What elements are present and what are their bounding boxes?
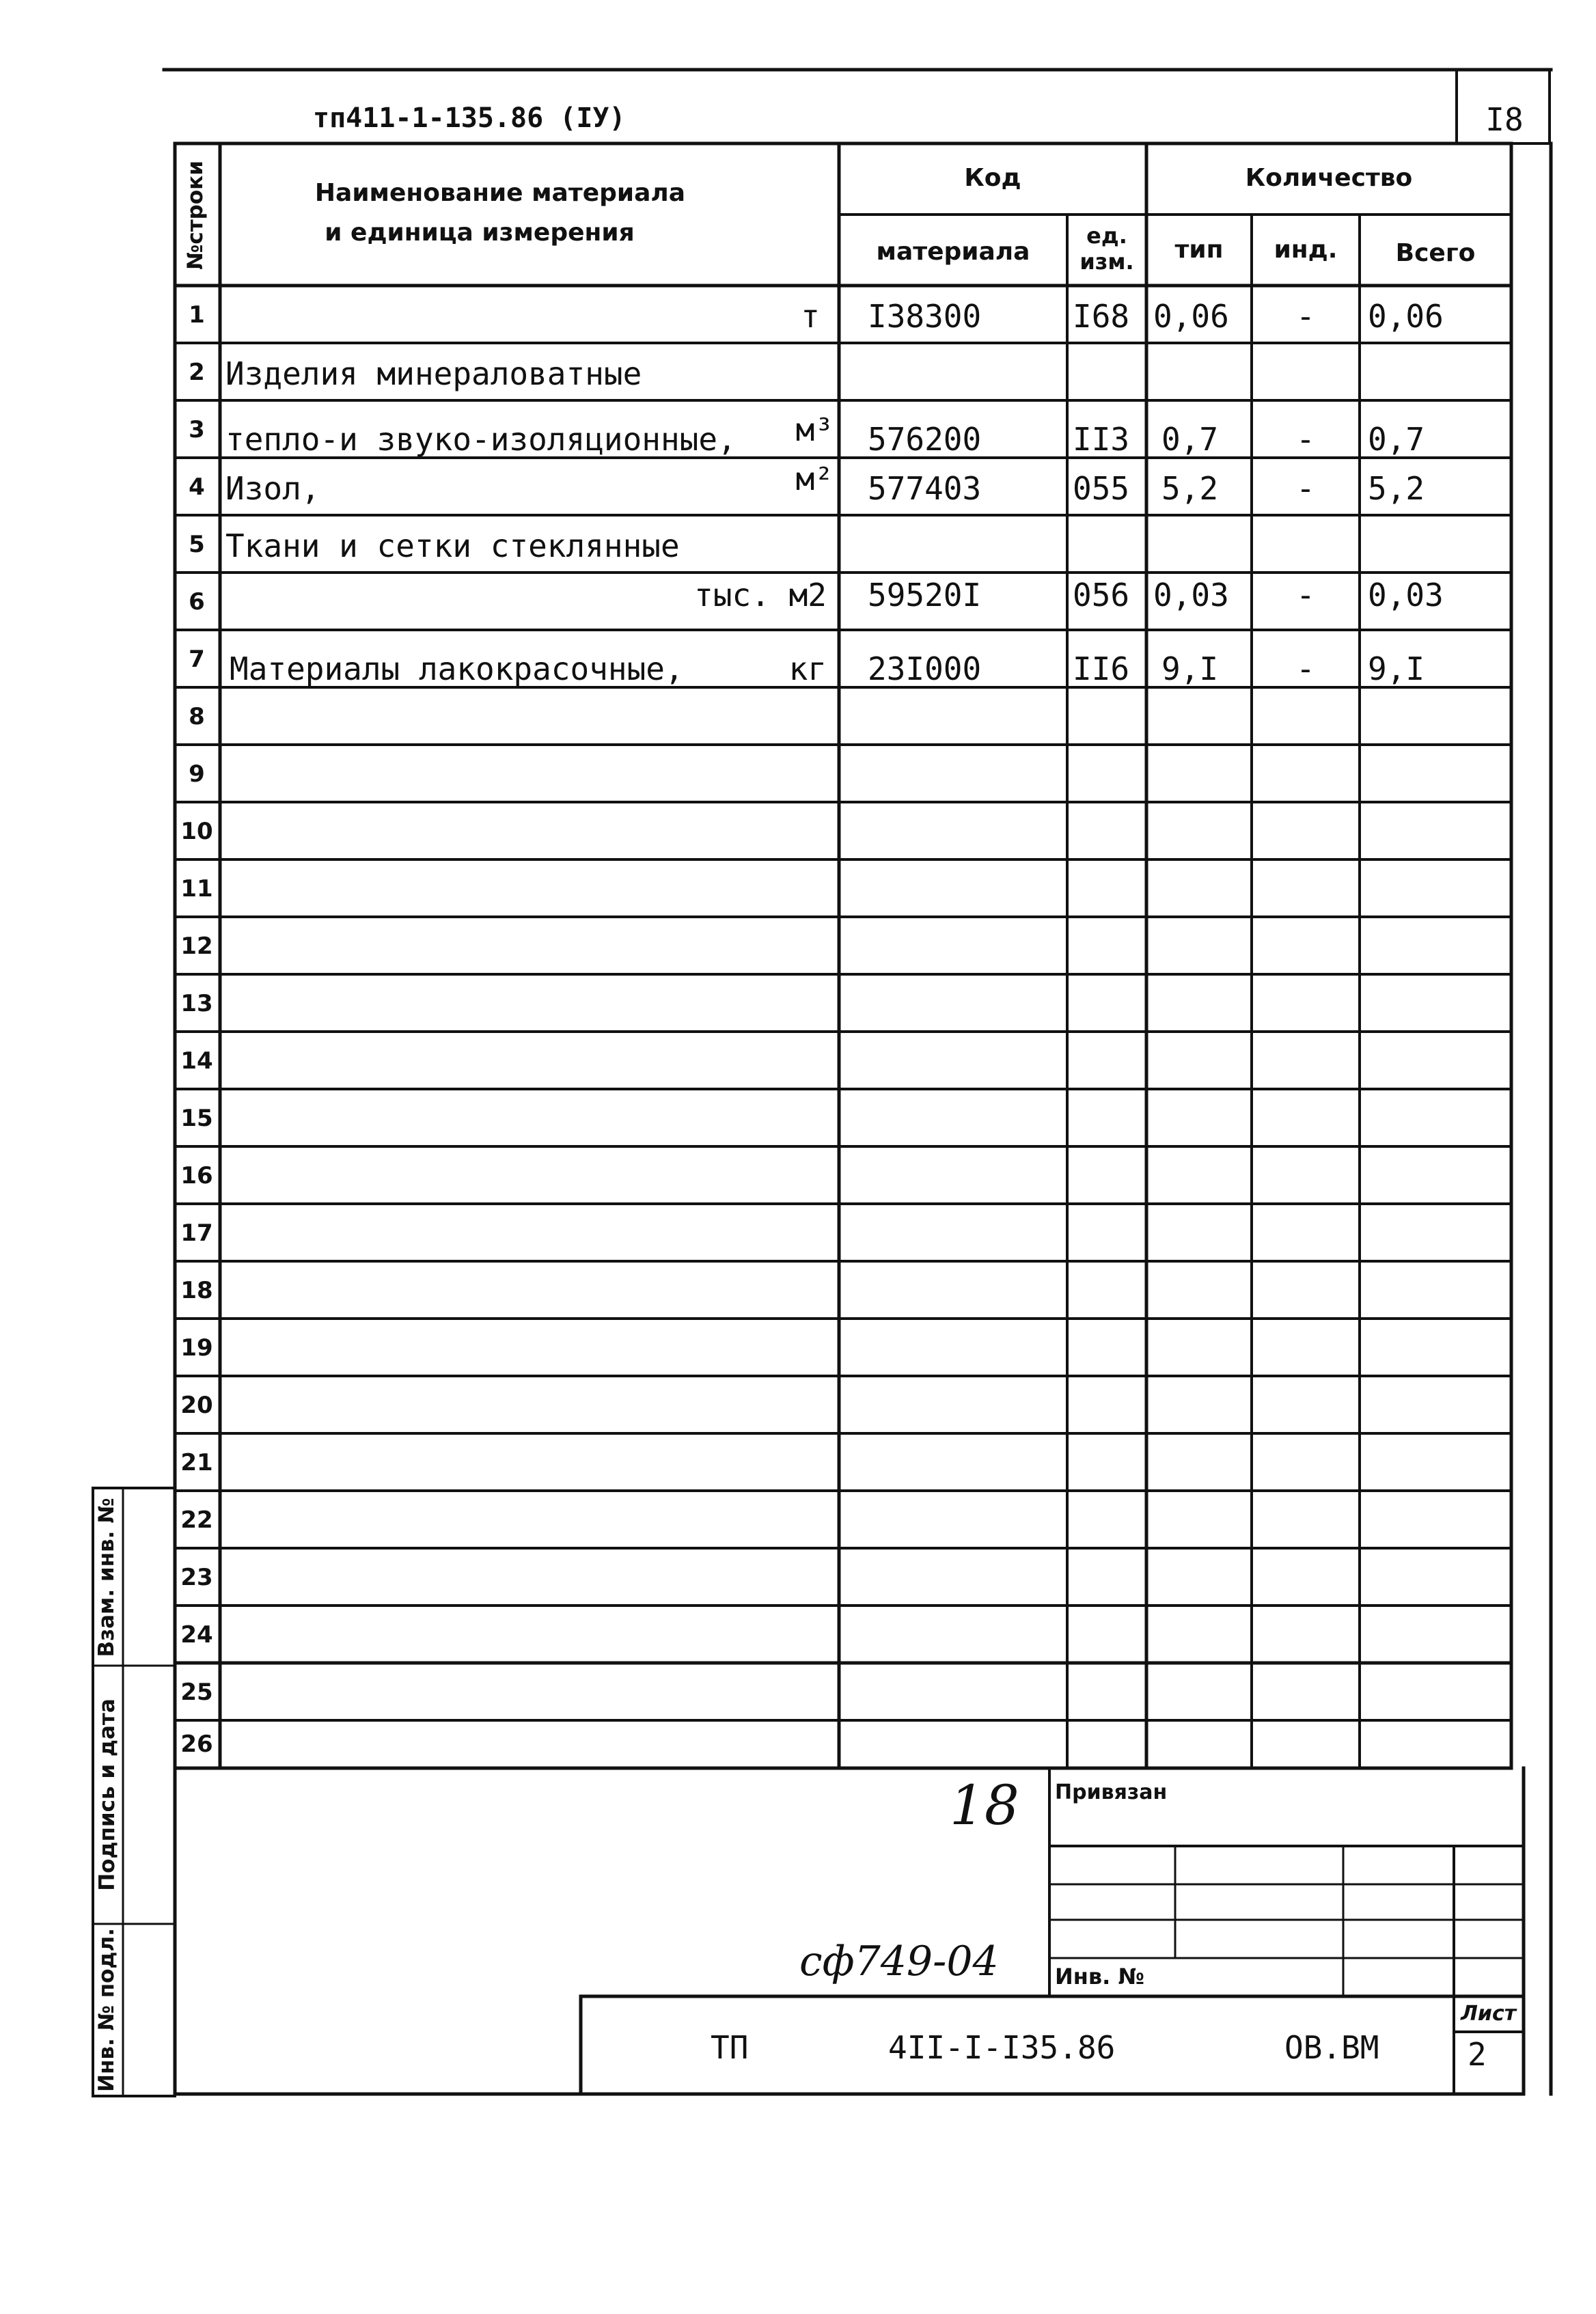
row-material-code: 23I000 <box>868 650 982 687</box>
row-unit-code: 055 <box>1073 470 1130 507</box>
row-name: Ткани и сетки стеклянные <box>225 527 680 564</box>
sheet-corner-number: I8 <box>1485 101 1524 138</box>
row-number: 10 <box>180 818 213 845</box>
row-number: 26 <box>180 1731 213 1758</box>
row-qty-type: 0,03 <box>1153 577 1229 614</box>
row-number: 24 <box>180 1621 213 1649</box>
row-number: 17 <box>180 1220 213 1247</box>
row-material-code: 576200 <box>868 421 982 458</box>
code-group-header: Код <box>964 164 1021 192</box>
row-unit-code: I68 <box>1073 298 1130 335</box>
inv-number-label: Инв. № <box>1055 1964 1144 1989</box>
inv-original-label: Инв. № подл. <box>94 1928 119 2092</box>
row-unit: м³ <box>795 411 834 448</box>
row-number: 25 <box>180 1679 213 1706</box>
name-header-line1: Наименование материала <box>314 179 686 207</box>
row-qty-total: 0,03 <box>1368 577 1444 614</box>
row-name: Изделия минераловатные <box>225 355 642 392</box>
row-unit: тыс. м2 <box>694 577 827 614</box>
row-number: 18 <box>180 1277 213 1304</box>
qty-total-header: Всего <box>1395 239 1476 267</box>
name-header-line2: и единица измерения <box>325 219 635 247</box>
row-number: 4 <box>189 473 205 501</box>
row-material-code: 577403 <box>868 470 982 507</box>
row-name: Материалы лакокрасочные, <box>230 650 684 687</box>
row-number: 13 <box>180 990 213 1017</box>
row-unit: кг <box>788 650 827 687</box>
qty-type-header: тип <box>1174 236 1224 264</box>
rownum-header: №строки <box>183 161 208 270</box>
title-series: ТП <box>711 2029 749 2066</box>
row-number: 7 <box>189 646 205 673</box>
row-number: 2 <box>189 359 205 386</box>
row-qty-type: 0,7 <box>1161 421 1219 458</box>
row-material-code: I38300 <box>868 298 982 335</box>
row-qty-ind: - <box>1296 421 1315 458</box>
row-number: 20 <box>180 1392 213 1419</box>
row-unit: т <box>801 298 820 335</box>
row-qty-ind: - <box>1296 470 1315 507</box>
row-qty-ind: - <box>1296 650 1315 687</box>
row-number: 22 <box>180 1506 213 1534</box>
row-qty-total: 0,7 <box>1368 421 1425 458</box>
row-qty-ind: - <box>1296 298 1315 335</box>
code-material-header: материала <box>876 238 1030 266</box>
handwritten-page-number: 18 <box>950 1774 1019 1837</box>
row-qty-total: 5,2 <box>1368 470 1425 507</box>
sheet-value: 2 <box>1468 2036 1487 2073</box>
row-number: 12 <box>180 933 213 960</box>
row-qty-type: 9,I <box>1161 650 1219 687</box>
replace-inv-label: Взам. инв. № <box>94 1498 119 1657</box>
qty-ind-header: инд. <box>1274 236 1338 264</box>
title-number: 4II-I-I35.86 <box>888 2029 1116 2066</box>
row-number: 5 <box>189 531 205 558</box>
document-code: тп411-1-135.86 (IУ) <box>313 102 626 134</box>
row-number: 9 <box>189 760 205 788</box>
row-unit-code: 056 <box>1073 577 1130 614</box>
row-number: 21 <box>180 1449 213 1476</box>
row-number: 15 <box>180 1105 213 1132</box>
row-number: 6 <box>189 588 205 616</box>
row-qty-total: 0,06 <box>1368 298 1444 335</box>
row-unit: м² <box>795 460 834 497</box>
code-unit-header-line2: изм. <box>1079 249 1134 275</box>
row-number: 16 <box>180 1162 213 1189</box>
row-qty-ind: - <box>1296 577 1315 614</box>
row-number: 23 <box>180 1564 213 1591</box>
row-unit-code: II6 <box>1073 650 1130 687</box>
code-unit-header-line1: ед. <box>1086 223 1127 249</box>
tied-label: Привязан <box>1055 1780 1168 1804</box>
row-name: Изол, <box>225 470 320 507</box>
row-material-code: 59520I <box>868 577 982 614</box>
title-section: ОВ.ВМ <box>1284 2029 1379 2066</box>
row-name: тепло-и звуко-изоляционные, <box>225 421 737 458</box>
row-number: 8 <box>189 703 205 730</box>
sign-date-label: Подпись и дата <box>95 1698 120 1891</box>
row-number: 19 <box>180 1334 213 1362</box>
row-unit-code: II3 <box>1073 421 1130 458</box>
qty-group-header: Количество <box>1245 164 1413 192</box>
row-qty-type: 5,2 <box>1161 470 1219 507</box>
row-number: 3 <box>189 416 205 443</box>
row-qty-total: 9,I <box>1368 650 1425 687</box>
row-number: 11 <box>180 875 213 903</box>
row-qty-type: 0,06 <box>1153 298 1229 335</box>
row-number: 1 <box>189 301 205 329</box>
handwritten-reference: сф749-04 <box>799 1938 999 1985</box>
sheet-label: Лист <box>1461 2002 1517 2026</box>
row-number: 14 <box>180 1047 213 1075</box>
